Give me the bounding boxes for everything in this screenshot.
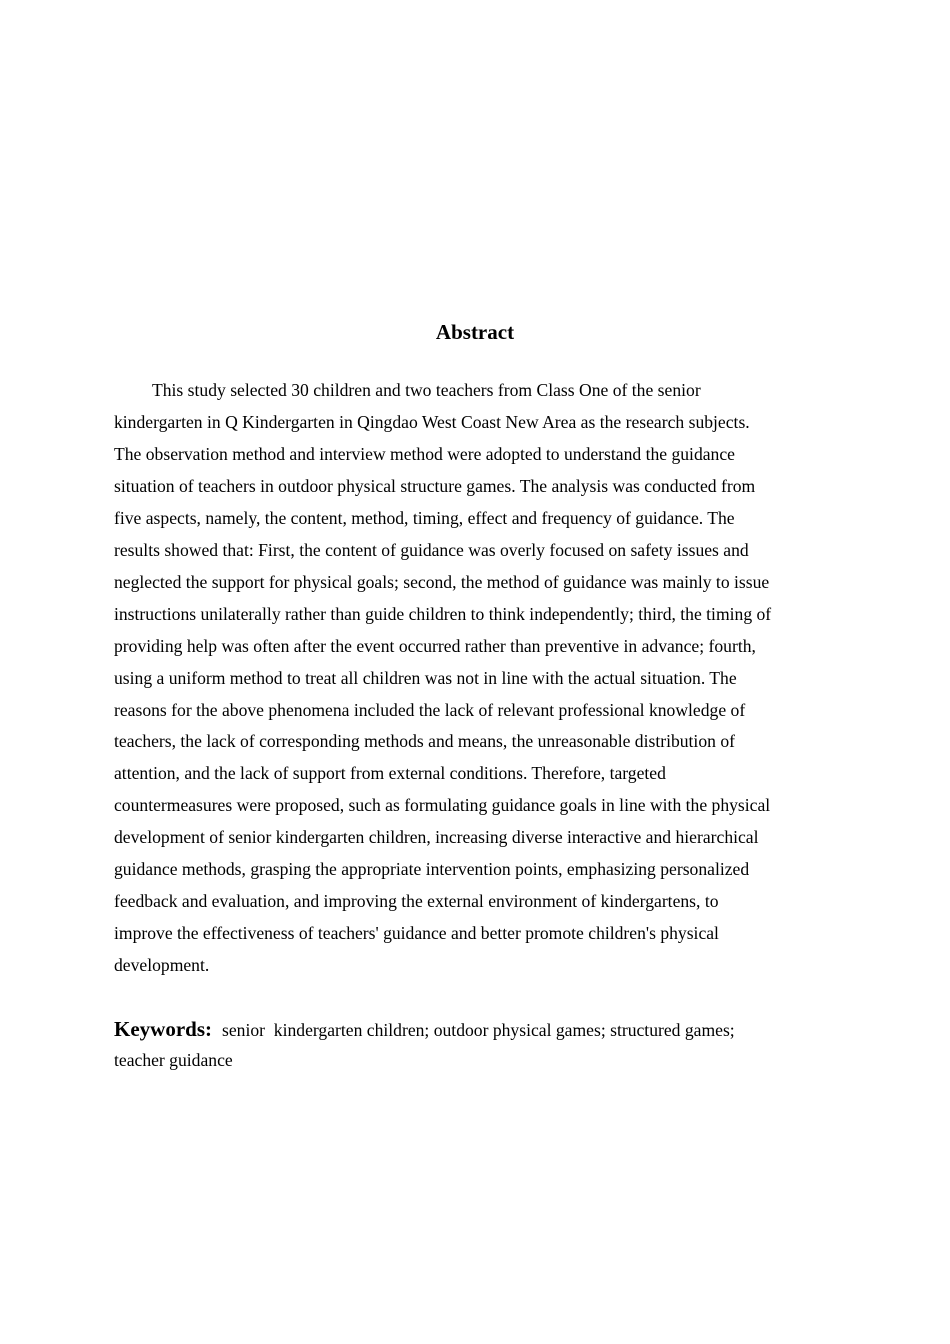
abstract-line: neglected the support for physical goals; second, the method of guidance was mainly to issue	[114, 571, 770, 592]
abstract-line: providing help was often after the event occurred rather than preventive in advance; fourth,	[114, 635, 756, 656]
abstract-line: five aspects, namely, the content, method, timing, effect and frequency of guidance. The	[114, 507, 735, 528]
abstract-line: reasons for the above phenomena included the lack of relevant professional knowledge of	[114, 699, 746, 720]
abstract-line: development of senior kindergarten children, increasing diverse interactive and hierarchical	[114, 827, 759, 848]
keywords-line-1	[114, 1014, 836, 1045]
abstract-line: guidance methods, grasping the appropriate intervention points, emphasizing personalized	[114, 859, 750, 880]
abstract-title: Abstract	[435, 320, 515, 344]
keywords-section	[114, 1014, 836, 1075]
abstract-line: kindergarten in Q Kindergarten in Qingdao West Coast New Area as the research subjects.	[114, 411, 750, 432]
abstract-line: teachers, the lack of corresponding methods and means, the unreasonable distribution of	[114, 731, 735, 752]
keywords-text: senior kindergarten children; outdoor physical games; structured games;	[222, 1020, 735, 1040]
keywords-label: Keywords:	[114, 1017, 212, 1041]
abstract-line: instructions unilaterally rather than guide children to think independently; third, the timing of	[114, 603, 772, 624]
abstract-line: situation of teachers in outdoor physical structure games. The analysis was conducted from	[114, 475, 756, 496]
keywords-line-2: teacher guidance	[114, 1050, 233, 1070]
abstract-line: using a uniform method to treat all children was not in line with the actual situation. The	[114, 667, 737, 688]
abstract-line: This study selected 30 children and two teachers from Class One of the senior	[152, 380, 701, 400]
abstract-line: The observation method and interview method were adopted to understand the guidance	[114, 443, 735, 464]
abstract-line: feedback and evaluation, and improving the external environment of kindergartens, to	[114, 891, 719, 912]
abstract-line: countermeasures were proposed, such as formulating guidance goals in line with the physical	[114, 795, 771, 816]
abstract-line: results showed that: First, the content of guidance was overly focused on safety issues and	[114, 539, 749, 560]
abstract-body	[114, 375, 836, 982]
abstract-line: attention, and the lack of support from external conditions. Therefore, targeted	[114, 763, 666, 784]
abstract-line: improve the effectiveness of teachers' guidance and better promote children's physical	[114, 923, 719, 944]
abstract-line: development.	[114, 955, 210, 976]
